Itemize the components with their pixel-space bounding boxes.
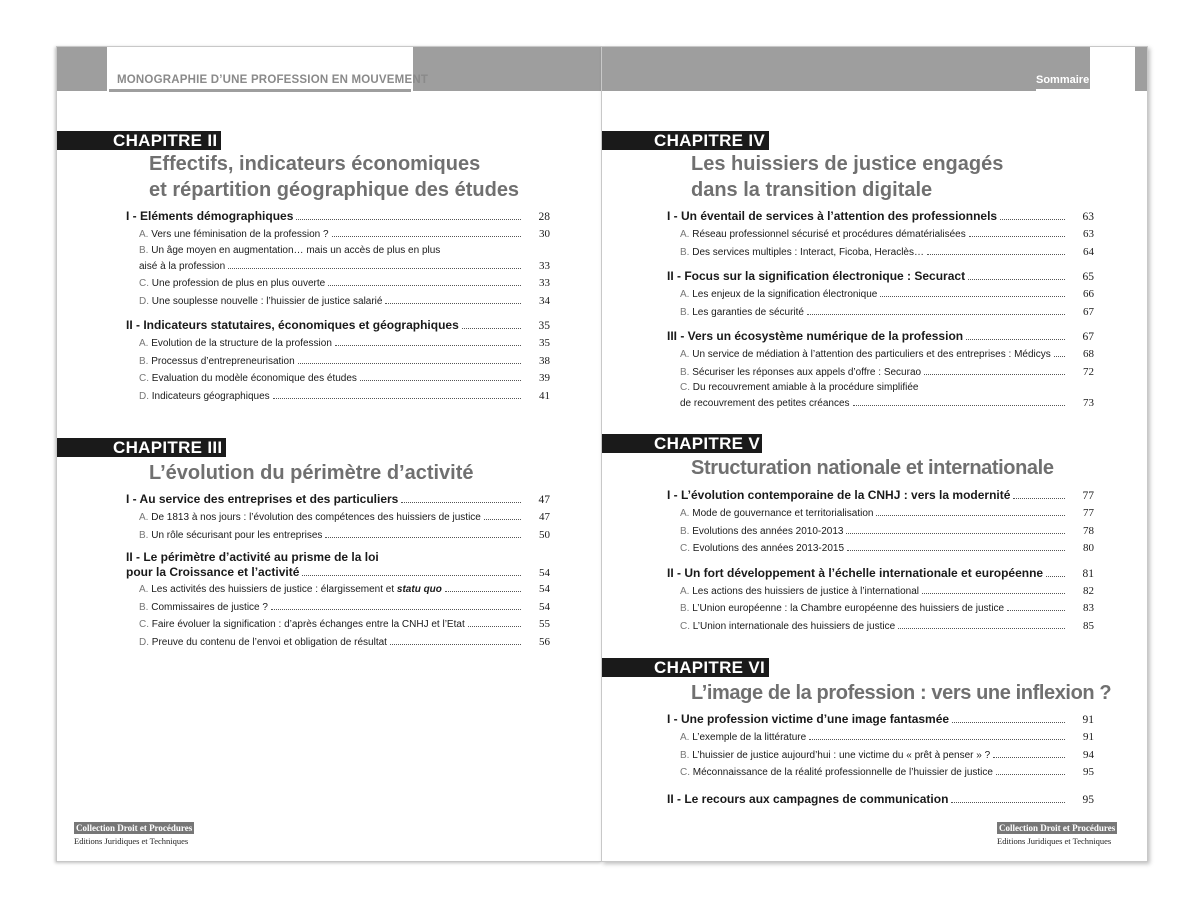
- toc-entry[interactable]: B. Des services multiples : Interact, Ficoba, Heraclès… 64: [680, 245, 1094, 258]
- chapter-title: L’image de la profession : vers une inflexion ?: [691, 682, 1112, 704]
- toc-entry[interactable]: de recouvrement des petites créances 73: [680, 397, 1094, 409]
- toc-chapter-ii: [126, 207, 550, 405]
- toc-entry-line[interactable]: B. Un âge moyen en augmentation… mais un accès de plus en plus: [139, 244, 441, 256]
- toc-entry[interactable]: I - Un éventail de services à l’attention des professionnels 63: [667, 209, 1094, 223]
- right-page: [601, 46, 1148, 862]
- toc-entry[interactable]: B. Un rôle sécurisant pour les entreprises 50: [139, 528, 550, 541]
- toc-chapter-iv: [667, 207, 1094, 413]
- toc-entry[interactable]: II - Le recours aux campagnes de communication 95: [667, 791, 1094, 806]
- toc-entry[interactable]: C. Evaluation du modèle économique des études 39: [139, 372, 550, 384]
- toc-entry[interactable]: pour la Croissance et l’activité 54: [126, 565, 550, 579]
- toc-entry-line[interactable]: II - Le périmètre d’activité au prisme de la loi: [126, 550, 379, 564]
- toc-entry[interactable]: A. Réseau professionnel sécurisé et procédures dématérialisées 63: [680, 228, 1094, 240]
- toc-entry[interactable]: B. L’Union européenne : la Chambre européenne des huissiers de justice 83: [680, 602, 1094, 614]
- footer-publisher: Editions Juridiques et Techniques: [74, 836, 189, 846]
- toc-entry[interactable]: I - L’évolution contemporaine de la CNHJ : vers la modernité 77: [667, 488, 1094, 502]
- toc-entry[interactable]: C. Méconnaissance de la réalité professionnelle de l’huissier de justice 95: [680, 766, 1094, 778]
- chapter-title: Structuration nationale et internationale: [691, 457, 1054, 479]
- footer-publisher: Editions Juridiques et Techniques: [997, 836, 1112, 846]
- toc-entry[interactable]: B. Evolutions des années 2010-2013 78: [680, 524, 1094, 537]
- toc-chapter-iii: [126, 490, 550, 651]
- chapter-title: Effectifs, indicateurs économiques et répartition géographique des études: [149, 153, 520, 201]
- toc-entry[interactable]: I - Eléments démographiques 28: [126, 209, 550, 223]
- toc-entry[interactable]: C. Une profession de plus en plus ouverte 33: [139, 277, 550, 289]
- toc-entry[interactable]: B. L’huissier de justice aujourd’hui : une victime du « prêt à penser » ? 94: [680, 748, 1094, 761]
- running-header: MONOGRAPHIE D’UNE PROFESSION EN MOUVEMENT: [117, 74, 429, 86]
- header-underline: [109, 89, 411, 92]
- toc-entry[interactable]: A. Les activités des huissiers de justice : élargissement et statu quo 54: [139, 583, 550, 595]
- toc-entry[interactable]: A. Les actions des huissiers de justice à l’international 82: [680, 584, 1094, 597]
- toc-entry[interactable]: B. Processus d’entrepreneurisation 38: [139, 354, 550, 367]
- left-page: [56, 46, 602, 862]
- toc-entry-line[interactable]: C. Du recouvrement amiable à la procédure simplifiée: [680, 382, 919, 393]
- chapter-label: CHAPITRE IV: [602, 131, 769, 150]
- footer-collection: Collection Droit et Procédures: [999, 823, 1116, 833]
- toc-entry[interactable]: A. Les enjeux de la signification électronique 66: [680, 288, 1094, 300]
- toc-entry[interactable]: II - Un fort développement à l’échelle internationale et européenne 81: [667, 565, 1094, 580]
- chapter-label: CHAPITRE II: [57, 131, 221, 150]
- toc-chapter-v: [667, 486, 1094, 635]
- toc-entry[interactable]: C. Evolutions des années 2013-2015 80: [680, 542, 1094, 554]
- toc-entry[interactable]: B. Sécuriser les réponses aux appels d’offre : Securao 72: [680, 365, 1094, 378]
- toc-entry[interactable]: I - Au service des entreprises et des particuliers 47: [126, 492, 550, 506]
- toc-entry[interactable]: A. De 1813 à nos jours : l’évolution des compétences des huissiers de justice 47: [139, 511, 550, 523]
- toc-entry[interactable]: A. L’exemple de la littérature 91: [680, 731, 1094, 743]
- toc-entry[interactable]: III - Vers un écosystème numérique de la profession 67: [667, 329, 1094, 343]
- toc-entry[interactable]: II - Focus sur la signification électronique : Securact 65: [667, 269, 1094, 283]
- toc-chapter-vi: [667, 710, 1094, 809]
- toc-entry[interactable]: B. Commissaires de justice ? 54: [139, 600, 550, 613]
- toc-entry[interactable]: B. Les garanties de sécurité 67: [680, 305, 1094, 318]
- chapter-label: CHAPITRE III: [57, 438, 226, 457]
- toc-entry[interactable]: A. Un service de médiation à l’attention des particuliers et des entreprises : Médicys 68: [680, 348, 1094, 360]
- toc-entry[interactable]: A. Vers une féminisation de la profession ? 30: [139, 228, 550, 240]
- header-box: [1090, 47, 1135, 91]
- chapter-title: L’évolution du périmètre d’activité: [149, 462, 474, 484]
- toc-entry[interactable]: aisé à la profession 33: [139, 259, 550, 272]
- chapter-label: CHAPITRE VI: [602, 658, 769, 677]
- toc-entry[interactable]: C. L’Union internationale des huissiers de justice 85: [680, 619, 1094, 632]
- chapter-label: CHAPITRE V: [602, 434, 762, 453]
- toc-entry[interactable]: A. Evolution de la structure de la profession 35: [139, 337, 550, 349]
- toc-entry[interactable]: D. Preuve du contenu de l’envoi et obligation de résultat 56: [139, 635, 550, 648]
- toc-entry[interactable]: D. Indicateurs géographiques 41: [139, 389, 550, 402]
- chapter-title: Les huissiers de justice engagés dans la transition digitale: [691, 153, 1004, 201]
- running-header: Sommaire: [1036, 74, 1090, 86]
- toc-entry[interactable]: II - Indicateurs statutaires, économiques et géographiques 35: [126, 318, 550, 332]
- toc-entry[interactable]: A. Mode de gouvernance et territorialisation 77: [680, 507, 1094, 519]
- toc-entry[interactable]: I - Une profession victime d’une image fantasmée 91: [667, 712, 1094, 726]
- footer-collection: Collection Droit et Procédures: [76, 823, 193, 833]
- header-underline: [1036, 89, 1090, 92]
- toc-entry[interactable]: D. Une souplesse nouvelle : l’huissier de justice salarié 34: [139, 294, 550, 307]
- toc-entry[interactable]: C. Faire évoluer la signification : d’après échanges entre la CNHJ et l’Etat 55: [139, 618, 550, 630]
